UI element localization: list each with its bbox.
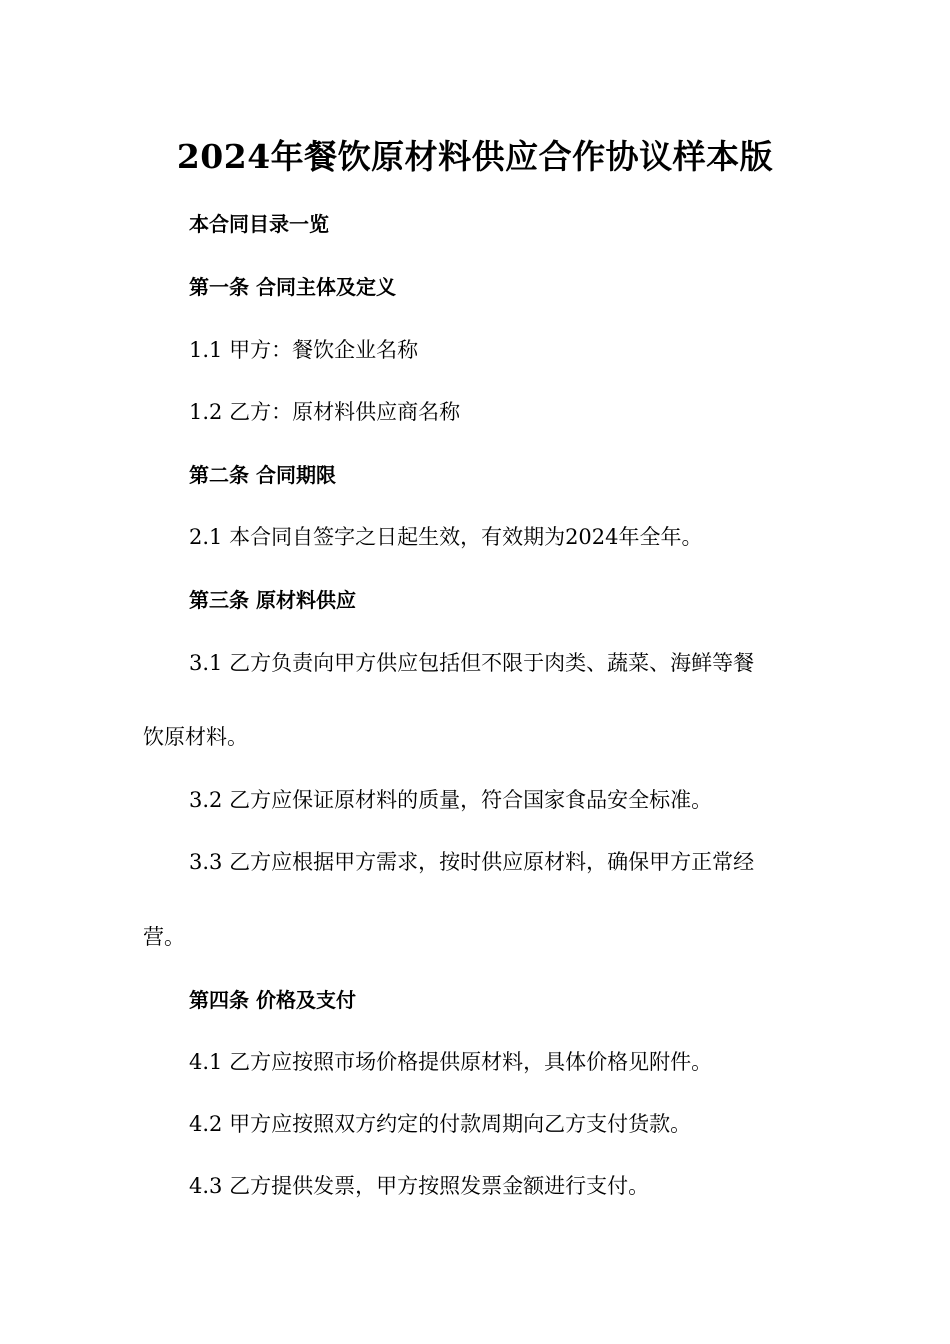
clause-4-3: 4.3 乙方提供发票，甲方按照发票金额进行支付。 [189, 1174, 650, 1198]
clause-3-3-line-1: 3.3 乙方应根据甲方需求，按时供应原材料，确保甲方正常经 [189, 850, 755, 874]
document-title: 2024年餐饮原材料供应合作协议样本版 [176, 137, 774, 176]
clause-2-1: 2.1 本合同自签字之日起生效，有效期为2024年全年。 [189, 525, 703, 549]
toc-heading: 本合同目录一览 [189, 212, 329, 236]
clause-3-3-line-2: 营。 [143, 925, 185, 949]
article-2-heading: 第二条 合同期限 [189, 463, 336, 487]
clause-3-1-line-2: 饮原材料。 [143, 725, 248, 749]
clause-1-2: 1.2 乙方：原材料供应商名称 [189, 400, 461, 424]
clause-4-1: 4.1 乙方应按照市场价格提供原材料，具体价格见附件。 [189, 1050, 713, 1074]
clause-4-2: 4.2 甲方应按照双方约定的付款周期向乙方支付货款。 [189, 1112, 692, 1136]
article-3-heading: 第三条 原材料供应 [189, 588, 356, 612]
clause-3-1-line-1: 3.1 乙方负责向甲方供应包括但不限于肉类、蔬菜、海鲜等餐 [189, 651, 755, 675]
article-4-heading: 第四条 价格及支付 [189, 988, 356, 1012]
article-1-heading: 第一条 合同主体及定义 [189, 275, 396, 299]
clause-1-1: 1.1 甲方：餐饮企业名称 [189, 338, 419, 362]
clause-3-2: 3.2 乙方应保证原材料的质量，符合国家食品安全标准。 [189, 788, 713, 812]
